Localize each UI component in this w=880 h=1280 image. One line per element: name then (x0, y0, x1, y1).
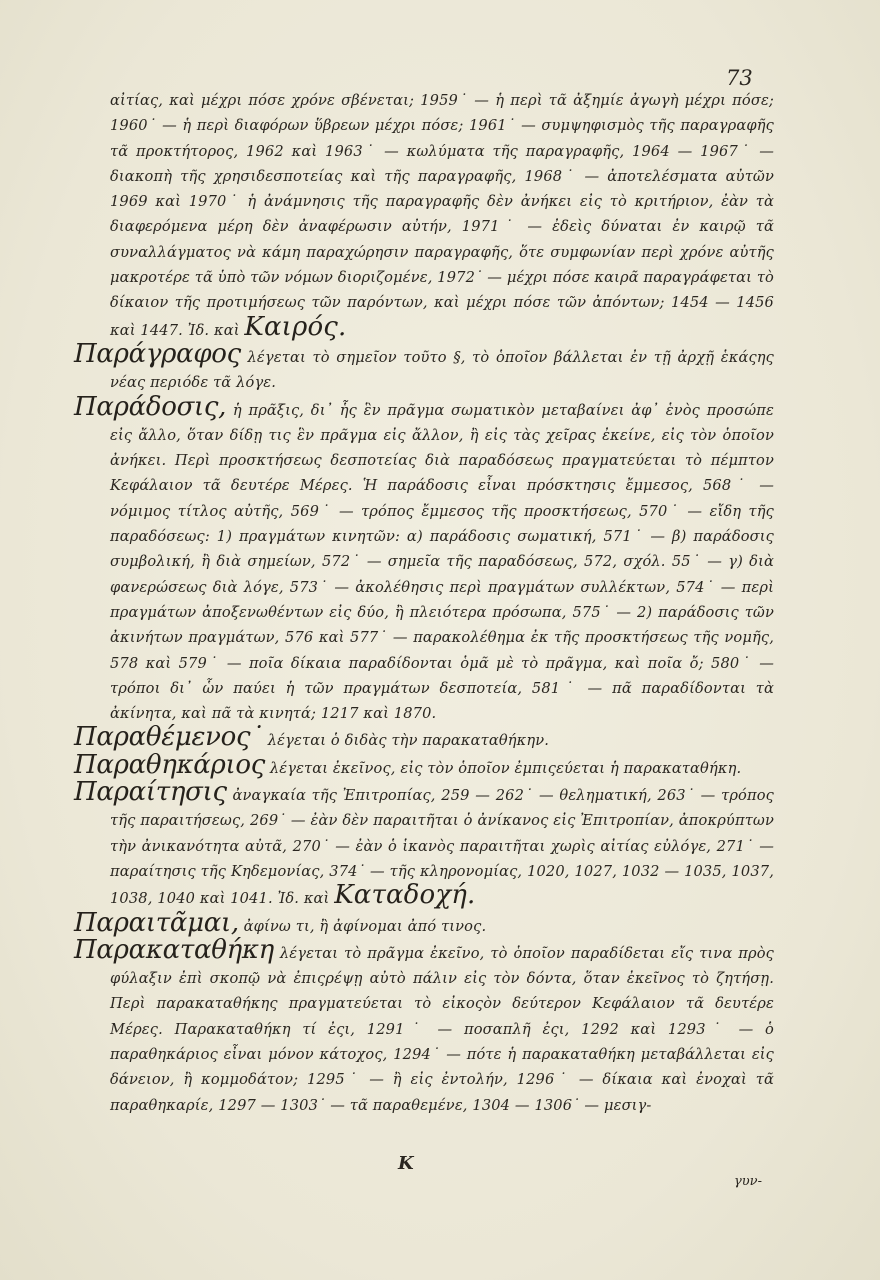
entry-text: λέγεται τὸ σημεῖον τοῦτο §, τὸ ὁποῖον βάλλεται ἐν τῇ ἀρχῇ ἑκάςης νέας περιόδε τᾶ λόγε. (110, 348, 775, 392)
entry-headword: Παράδοσις, (74, 391, 227, 422)
cross-reference-term: Καταδοχή. (334, 880, 476, 911)
cross-reference-label: Ἰδ. καὶ (187, 321, 240, 339)
entry-text: λέγεται τὸ πρᾶγμα ἐκεῖνο, τὸ ὁποῖον παραδίδεται εἴς τινα πρὸς φύλαξιν ἐπὶ σκοπῷ νὰ ἐπιςρέψῃ αὐτὸ πάλιν εἰς τὸν δόντα, ὅταν ἐκεῖνος τὸ ζητήσῃ. Περὶ παρακαταθήκης πραγματεύεται τὸ εἰκοςὸν δεύτερον Κεφάλαιον τᾶ δευτέρε Μέρες. Παρακαταθήκη τί ἐςι, 1291˙ — ποσαπλῆ ἐςι, 1292 καὶ 1293˙ — ὁ παραθηκάριος εἶναι μόνον κάτοχος, 1294˙ — πότε ἡ παρακαταθήκη μεταβάλλεται εἰς δάνειον, ἢ κομμοδάτον; 1295˙ — ἢ εἰς ἐντολήν, 1296˙ — δίκαια καὶ ἐνοχαὶ τᾶ παραθηκαρίε, 1297 — 1303˙ — τᾶ παραθεμένε, 1304 — 1306˙ — μεσιγ- (110, 944, 774, 1114)
dictionary-entry (74, 777, 774, 911)
dictionary-entry (74, 934, 774, 1118)
dictionary-column (74, 88, 774, 1118)
entry-headword: Παραίτησις (74, 777, 227, 808)
entry-headword: Παρακαταθήκη (74, 934, 274, 965)
entry-text: λέγεται ἐκεῖνος, εἰς τὸν ὁποῖον ἐμπιςεύεται ἡ παρακαταθήκη. (269, 759, 742, 777)
entry-text: λέγεται ὁ διδὰς τὴν παρακαταθήκην. (267, 732, 550, 750)
cross-reference-term: Καιρός. (244, 311, 347, 342)
entry-headword: Παράγραφος (74, 338, 241, 369)
cross-reference-label: Ἰδ. καὶ (277, 890, 330, 908)
catchword: γυν- (734, 1174, 762, 1189)
entry-headword: Παραθέμενος˙ (74, 722, 263, 753)
dictionary-entry (74, 338, 775, 396)
entry-text: ἀφίνω τι, ἢ ἀφίνομαι ἀπό τινος. (243, 917, 487, 935)
dictionary-entry (74, 391, 774, 727)
continuation-text: αἰτίας, καὶ μέχρι πόσε χρόνε σβένεται; 1959˙ — ἡ περὶ τᾶ ἀξημίε ἀγωγὴ μέχρι πόσε; 1960˙ — ἡ περὶ διαφόρων ὕβρεων μέχρι πόσε; 1961˙ — συμψηφισμὸς τῆς παραγραφῆς τᾶ προκτήτορος, 1962 καὶ 1963˙ — κωλύματα τῆς παραγραφῆς, 1964 — 1967˙ — διακοπὴ τῆς χρησιδεσποτείας καὶ τῆς παραγραφῆς, 1968˙ — ἀποτελέσματα αὐτῶν 1969 καὶ 1970˙ ἡ ἀνάμνησις τῆς παραγραφῆς δὲν ἀνήκει εἰς τὸ κριτήριον, ἐὰν τὰ διαφερόμενα μέρη δὲν ἀναφέρωσιν αὐτήν, 1971˙ — ἐδεὶς δύναται ἐν καιρῷ τᾶ συναλλάγματος νὰ κάμη παραχώρησιν παραγραφῆς, ὅτε συμφωνίαν περὶ χρόνε αὐτῆς μακροτέρε τᾶ ὑπὸ τῶν νόμων διοριζομένε, 1972˙ — μέχρι πόσε καιρᾶ παραγράφεται τὸ δίκαιον τῆς προτιμήσεως τῶν παρόντων, καὶ μέχρι πόσε τῶν ἀπόντων; 1454 — 1456 καὶ 1447. (110, 92, 774, 339)
entry-headword: Παραιτᾶμαι, (74, 907, 239, 938)
continuation-paragraph (74, 88, 774, 343)
entry-text: ἡ πρᾶξις, δι᾽ ἧς ἓν πρᾶγμα σωματικὸν μεταβαίνει ἀφ᾽ ἑνὸς προσώπε εἰς ἄλλο, ὅταν δίδῃ τις ἓν πρᾶγμα εἰς ἄλλον, ἢ εἰς τὰς χεῖρας ἐκείνε, εἰς τὸν ὁποῖον ἀνήκει. Περὶ προσκτήσεως δεσποτείας διὰ παραδόσεως πραγματεύεται τὸ πέμπτον Κεφάλαιον τᾶ δευτέρε Μέρες. Ἡ παράδοσις εἶναι πρόσκτησις ἔμμεσος, 568˙ — νόμιμος τίτλος αὐτῆς, 569˙ — τρόπος ἔμμεσος τῆς προσκτήσεως, 570˙ — εἴδη τῆς παραδόσεως: 1) πραγμάτων κινητῶν: α) παράδοσις σωματική, 571˙ — β) παράδοσις συμβολική, ἢ διὰ σημείων, 572˙ — σημεῖα τῆς παραδόσεως, 572, σχόλ. 55˙ — γ) διὰ φανερώσεως διὰ λόγε, 573˙ — ἀκολέθησις περὶ πραγμάτων συλλέκτων, 574˙ — περὶ πραγμάτων ἀποξενωθέντων εἰς δύο, ἢ πλειότερα πρόσωπα, 575˙ — 2) παράδοσις τῶν ἀκινήτων πραγμάτων, 576 καὶ 577˙ — παρακολέθημα ἐκ τῆς προσκτήσεως τῆς νομῆς, 578 καὶ 579˙ — ποῖα δίκαια παραδίδονται ὁμᾶ μὲ τὸ πρᾶγμα, καὶ ποῖα ὄ; 580˙ — τρόποι δι᾽ ὧν παύει ἡ τῶν πραγμάτων δεσποτεία, 581˙ — πᾶ παραδίδονται τὰ ἀκίνητα, καὶ πᾶ τὰ κινητά; 1217 καὶ 1870. (110, 401, 774, 723)
entry-text: ἀναγκαία τῆς Ἐπιτροπίας, 259 — 262˙ — θεληματική, 263˙ — τρόπος τῆς παραιτήσεως, 269˙ — ἐὰν δὲν παραιτῆται ὁ ἀνίκανος εἰς Ἐπιτροπίαν, ἀποκρύπτων τὴν ἀνικανότητα αὐτᾶ, 270˙ — ἐὰν ὁ ἱκανὸς παραιτῆται χωρὶς αἰτίας εὐλόγε, 271˙ — παραίτησις τῆς Κηδεμονίας, 374˙ — τῆς κληρονομίας, 1020, 1027, 1032 — 1035, 1037, 1038, 1040 καὶ 1041. (110, 787, 774, 908)
signature-mark: K (398, 1153, 414, 1174)
page-number: 73 (726, 66, 753, 90)
entry-headword: Παραθηκάριος (74, 749, 266, 780)
